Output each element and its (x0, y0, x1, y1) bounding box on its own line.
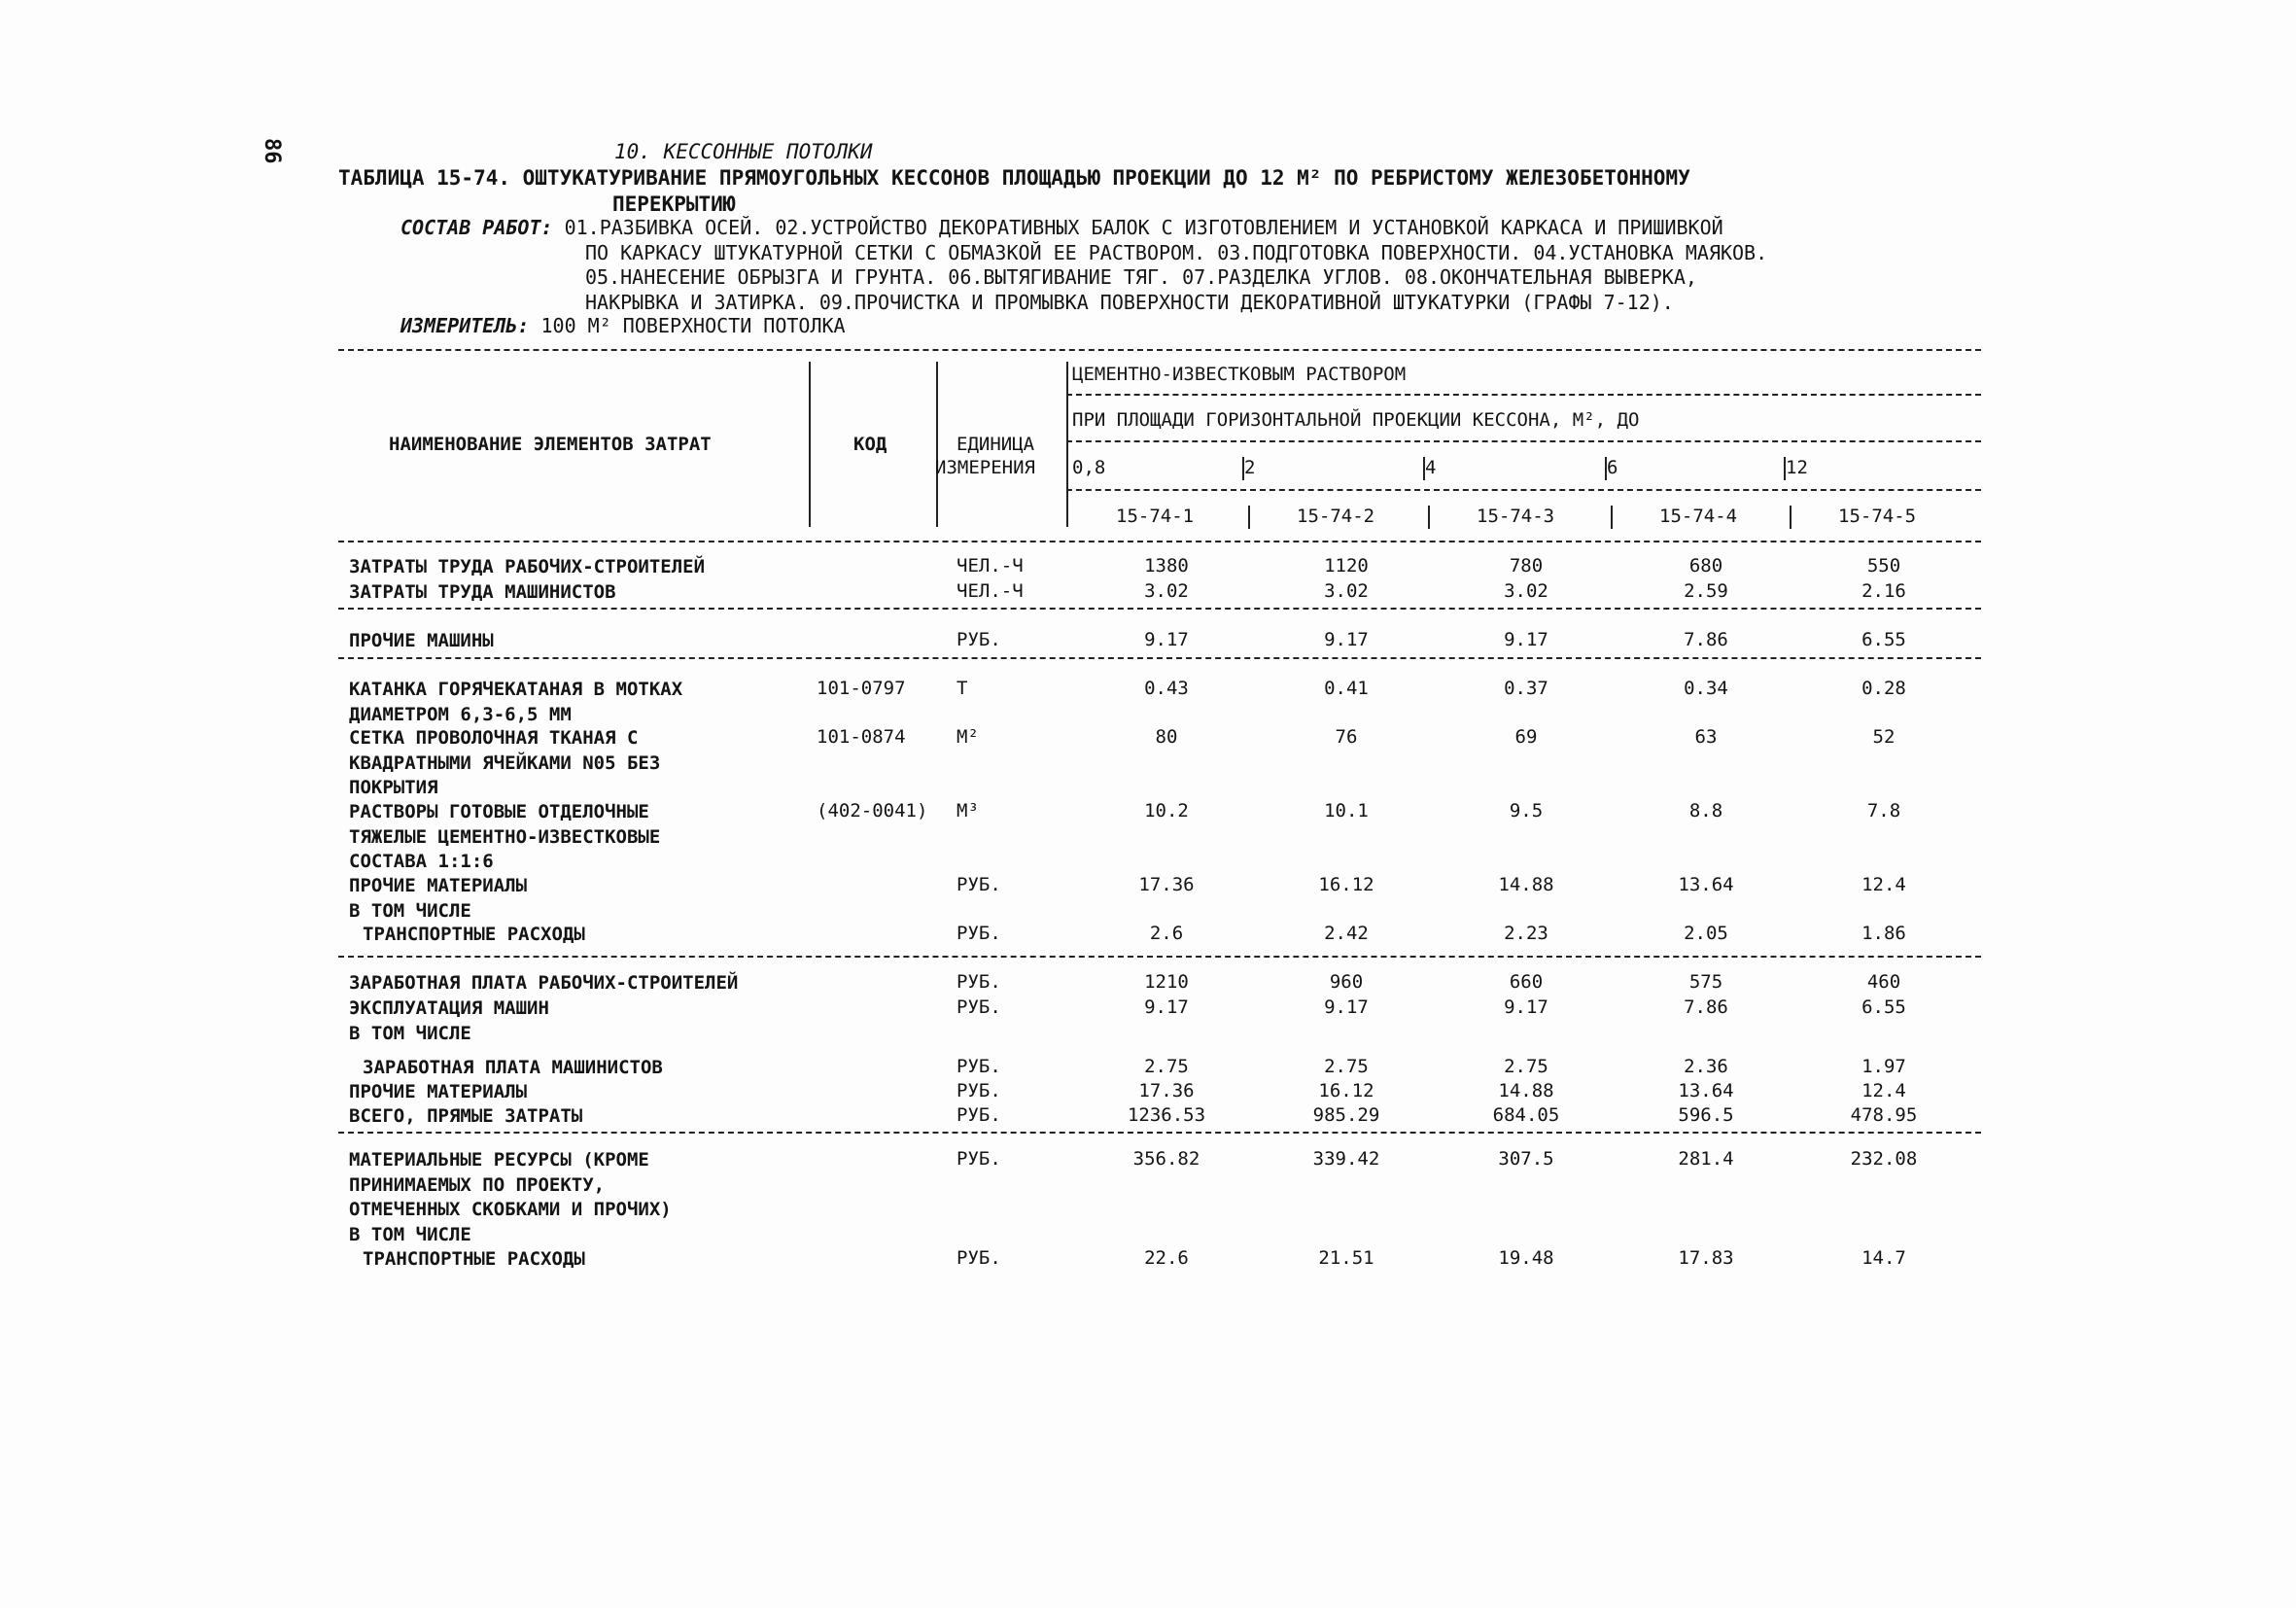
row-name-line: ЗАРАБОТНАЯ ПЛАТА РАБОЧИХ-СТРОИТЕЛЕЙ (349, 972, 739, 994)
header-code-1: 15-74-1 (1116, 506, 1195, 527)
row-value-col-3: 14.88 (1498, 874, 1554, 895)
row-name (349, 580, 816, 606)
row-value-col-3: 2.23 (1504, 923, 1548, 944)
row-name-line: СЕТКА ПРОВОЛОЧНАЯ ТКАНАЯ С (349, 727, 639, 749)
row-value-col-2: 960 (1329, 971, 1364, 993)
area-sep-3 (1605, 457, 1607, 480)
row-unit: РУБ. (957, 1247, 1001, 1269)
row-value-col-1: 1210 (1144, 971, 1189, 993)
row-value-col-2: 10.1 (1324, 800, 1369, 821)
row-unit: РУБ. (957, 629, 1001, 650)
row-value-col-3: 0.37 (1504, 678, 1548, 699)
row-value-col-2: 0.41 (1324, 678, 1369, 699)
row-value-col-3: 3.02 (1504, 580, 1548, 602)
header-code-5: 15-74-5 (1838, 506, 1917, 527)
row-name-line: ТЯЖЕЛЫЕ ЦЕМЕНТНО-ИЗВЕСТКОВЫЕ (349, 825, 661, 848)
row-value-col-4: 0.34 (1684, 678, 1728, 699)
row-value-col-2: 16.12 (1318, 1080, 1374, 1101)
area-sep-4 (1784, 457, 1786, 480)
row-value-col-4: 2.59 (1684, 580, 1728, 602)
work-label: СОСТАВ РАБОТ: (400, 216, 553, 239)
row-name-line: ПРОЧИЕ МАТЕРИАЛЫ (349, 1081, 528, 1102)
header-sub-rule-1 (1066, 394, 1981, 396)
row-value-col-5: 12.4 (1861, 874, 1906, 895)
measure-value: 100 М² ПОВЕРХНОСТИ ПОТОЛКА (540, 314, 846, 337)
row-name (349, 1247, 816, 1273)
row-value-col-4: 7.86 (1684, 996, 1728, 1018)
row-value-col-3: 69 (1514, 726, 1538, 748)
row-value-col-1: 0.43 (1144, 678, 1189, 699)
header-sub-rule-2 (1066, 440, 1981, 442)
row-value-col-4: 281.4 (1678, 1148, 1734, 1170)
row-name-line: ПРИНИМАЕМЫХ ПО ПРОЕКТУ, (349, 1173, 606, 1196)
header-area-4: 6 (1607, 457, 1618, 478)
row-unit: РУБ. (957, 1104, 1001, 1126)
row-unit: РУБ. (957, 1056, 1001, 1077)
row-unit: М² (957, 726, 979, 748)
row-value-col-2: 1120 (1324, 555, 1369, 577)
group-rule-3 (338, 956, 1981, 958)
row-value-col-4: 596.5 (1678, 1104, 1734, 1126)
row-value-col-1: 356.82 (1132, 1148, 1200, 1170)
row-unit: РУБ. (957, 1080, 1001, 1101)
row-name (349, 874, 816, 924)
row-name (349, 996, 816, 1046)
work-composition (400, 216, 1767, 315)
header-col-sep-2 (936, 362, 938, 527)
header-area-2: 2 (1244, 457, 1256, 478)
row-value-col-5: 550 (1866, 555, 1901, 577)
row-value-col-1: 9.17 (1144, 629, 1189, 650)
row-name-line: ОТМЕЧЕННЫХ СКОБКАМИ И ПРОЧИХ) (349, 1199, 672, 1220)
row-value-col-5: 6.55 (1861, 629, 1906, 650)
table-title (338, 165, 1816, 218)
row-name-line: В ТОМ ЧИСЛЕ (349, 1022, 471, 1044)
row-value-col-3: 684.05 (1492, 1104, 1560, 1126)
row-value-col-4: 8.8 (1688, 800, 1723, 821)
row-name-line: ПРОЧИЕ МАТЕРИАЛЫ (349, 875, 528, 896)
row-value-col-1: 17.36 (1138, 1080, 1195, 1101)
header-name: НАИМЕНОВАНИЕ ЭЛЕМЕНТОВ ЗАТРАТ (389, 434, 712, 455)
row-value-col-4: 680 (1688, 555, 1723, 577)
row-name-line: ЗАТРАТЫ ТРУДА МАШИНИСТОВ (349, 581, 616, 603)
row-value-col-5: 478.95 (1850, 1104, 1918, 1126)
row-value-col-3: 780 (1509, 555, 1544, 577)
row-name-line: ПОКРЫТИЯ (349, 777, 438, 798)
header-code-3: 15-74-3 (1477, 506, 1555, 527)
row-value-col-4: 575 (1688, 971, 1723, 993)
row-value-col-5: 12.4 (1861, 1080, 1906, 1101)
row-name (349, 678, 816, 727)
row-value-col-5: 232.08 (1850, 1148, 1918, 1170)
row-value-col-2: 339.42 (1312, 1148, 1380, 1170)
row-name (349, 1148, 816, 1247)
row-value-col-1: 10.2 (1144, 800, 1189, 821)
row-value-col-3: 9.5 (1509, 800, 1544, 821)
row-value-col-2: 2.42 (1324, 923, 1369, 944)
row-value-col-4: 13.64 (1678, 1080, 1734, 1101)
code-sep-1 (1248, 506, 1250, 529)
row-value-col-5: 2.16 (1861, 580, 1906, 602)
row-name-line: КВАДРАТНЫМИ ЯЧЕЙКАМИ N05 БЕЗ (349, 752, 661, 774)
header-area-3: 4 (1425, 457, 1437, 478)
section-heading: 10. КЕССОННЫЕ ПОТОЛКИ (614, 140, 873, 163)
header-code: КОД (853, 434, 887, 455)
row-unit: М³ (957, 800, 979, 821)
row-value-col-2: 9.17 (1324, 629, 1369, 650)
code-sep-2 (1428, 506, 1430, 529)
row-value-col-1: 80 (1155, 726, 1178, 748)
row-value-col-3: 307.5 (1498, 1148, 1554, 1170)
row-value-col-2: 2.75 (1324, 1056, 1369, 1077)
row-value-col-3: 660 (1509, 971, 1544, 993)
header-bottom-rule (338, 541, 1981, 542)
row-name (349, 1056, 816, 1081)
header-sub-rule-3 (1066, 489, 1981, 491)
row-name-line: ДИАМЕТРОМ 6,3-6,5 ММ (349, 703, 572, 725)
header-col-sep-1 (809, 362, 811, 527)
area-sep-1 (1242, 457, 1244, 480)
row-value-col-4: 7.86 (1684, 629, 1728, 650)
header-code-2: 15-74-2 (1297, 506, 1375, 527)
row-name-line: ВСЕГО, ПРЯМЫЕ ЗАТРАТЫ (349, 1105, 583, 1127)
row-value-col-5: 7.8 (1866, 800, 1901, 821)
header-top-rule (338, 349, 1981, 351)
row-name (349, 1104, 816, 1130)
row-unit: ЧЕЛ.-Ч (957, 555, 1024, 577)
row-value-col-1: 1236.53 (1127, 1104, 1206, 1126)
row-value-col-5: 6.55 (1861, 996, 1906, 1018)
row-name (349, 1080, 816, 1105)
row-value-col-2: 76 (1335, 726, 1358, 748)
header-group-2: ПРИ ПЛОЩАДИ ГОРИЗОНТАЛЬНОЙ ПРОЕКЦИИ КЕССОНА, М², ДО (1072, 409, 1640, 431)
row-name-line: КАТАНКА ГОРЯЧЕКАТАНАЯ В МОТКАХ (349, 679, 683, 700)
row-name-line: СОСТАВА 1:1:6 (349, 851, 494, 872)
row-name-line: ТРАНСПОРТНЫЕ РАСХОДЫ (363, 1248, 585, 1270)
row-value-col-2: 985.29 (1312, 1104, 1380, 1126)
row-value-col-1: 2.6 (1149, 923, 1184, 944)
row-name-line: ЭКСПЛУАТАЦИЯ МАШИН (349, 997, 549, 1019)
row-name (349, 923, 816, 948)
row-value-col-5: 14.7 (1861, 1247, 1906, 1269)
row-value-col-2: 3.02 (1324, 580, 1369, 602)
row-name-line: ТРАНСПОРТНЫЕ РАСХОДЫ (363, 924, 585, 945)
row-unit: РУБ. (957, 971, 1001, 993)
row-name (349, 800, 816, 875)
row-value-col-1: 22.6 (1144, 1247, 1189, 1269)
measure-unit (400, 314, 846, 337)
row-value-col-5: 1.97 (1861, 1056, 1906, 1077)
row-value-col-3: 2.75 (1504, 1056, 1548, 1077)
row-value-col-4: 63 (1694, 726, 1718, 748)
row-unit: ЧЕЛ.-Ч (957, 580, 1024, 602)
group-rule-1 (338, 608, 1981, 610)
header-code-4: 15-74-4 (1659, 506, 1738, 527)
group-rule-2 (338, 657, 1981, 659)
row-value-col-5: 0.28 (1861, 678, 1906, 699)
row-value-col-4: 17.83 (1678, 1247, 1734, 1269)
header-group-1: ЦЕМЕНТНО-ИЗВЕСТКОВЫМ РАСТВОРОМ (1072, 364, 1407, 385)
row-unit: РУБ. (957, 874, 1001, 895)
work-line-3: 05.НАНЕСЕНИЕ ОБРЫЗГА И ГРУНТА. 06.ВЫТЯГИВАНИЕ ТЯГ. 07.РАЗДЕЛКА УГЛОВ. 08.ОКОНЧАТЕЛЬНАЯ ВЫВЕРКА, (585, 265, 1697, 289)
row-value-col-4: 2.36 (1684, 1056, 1728, 1077)
row-value-col-1: 17.36 (1138, 874, 1195, 895)
row-value-col-1: 9.17 (1144, 996, 1189, 1018)
row-code: 101-0797 (817, 678, 906, 699)
row-unit: Т (957, 678, 968, 699)
row-value-col-3: 9.17 (1504, 629, 1548, 650)
row-value-col-2: 21.51 (1318, 1247, 1374, 1269)
code-sep-3 (1611, 506, 1613, 529)
row-name-line: ЗАРАБОТНАЯ ПЛАТА МАШИНИСТОВ (363, 1057, 663, 1078)
header-unit-2: ИЗМЕРЕНИЯ (935, 457, 1035, 478)
work-line-4: НАКРЫВКА И ЗАТИРКА. 09.ПРОЧИСТКА И ПРОМЫВКА ПОВЕРХНОСТИ ДЕКОРАТИВНОЙ ШТУКАТУРКИ (ГРАФЫ 7-12). (585, 290, 1674, 314)
row-name (349, 971, 816, 996)
row-unit: РУБ. (957, 996, 1001, 1018)
row-unit: РУБ. (957, 923, 1001, 944)
work-line-1: 01.РАЗБИВКА ОСЕЙ. 02.УСТРОЙСТВО ДЕКОРАТИВНЫХ БАЛОК С ИЗГОТОВЛЕНИЕМ И УСТАНОВКОЙ КАРКАСА И ПРИШИВКОЙ (564, 216, 1723, 239)
header-col-sep-3 (1066, 362, 1068, 527)
header-area-1: 0,8 (1072, 457, 1106, 478)
row-unit: РУБ. (957, 1148, 1001, 1170)
row-name (349, 726, 816, 801)
row-value-col-2: 9.17 (1324, 996, 1369, 1018)
measure-label: ИЗМЕРИТЕЛЬ: (400, 314, 530, 337)
row-value-col-1: 1380 (1144, 555, 1189, 577)
header-unit-1: ЕДИНИЦА (957, 434, 1035, 455)
row-name (349, 629, 816, 654)
page-number: 86 (260, 138, 284, 164)
row-value-col-3: 19.48 (1498, 1247, 1554, 1269)
row-value-col-4: 2.05 (1684, 923, 1728, 944)
table-title-line1: ТАБЛИЦА 15-74. ОШТУКАТУРИВАНИЕ ПРЯМОУГОЛЬНЫХ КЕССОНОВ ПЛОЩАДЬЮ ПРОЕКЦИИ ДО 12 М² ПО РЕБРИСТОМУ ЖЕЛЕЗОБЕТОННОМУ (338, 166, 1690, 190)
row-value-col-3: 9.17 (1504, 996, 1548, 1018)
row-name-line: В ТОМ ЧИСЛЕ (349, 899, 471, 922)
code-sep-4 (1790, 506, 1792, 529)
row-value-col-4: 13.64 (1678, 874, 1734, 895)
row-name (349, 555, 816, 580)
row-name-line: РАСТВОРЫ ГОТОВЫЕ ОТДЕЛОЧНЫЕ (349, 801, 649, 822)
row-value-col-1: 2.75 (1144, 1056, 1189, 1077)
table-title-line2: ПЕРЕКРЫТИЮ (612, 192, 736, 216)
row-code: (402-0041) (817, 800, 928, 821)
row-value-col-5: 52 (1872, 726, 1896, 748)
row-name-line: ПРОЧИЕ МАШИНЫ (349, 630, 494, 651)
work-line-2: ПО КАРКАСУ ШТУКАТУРНОЙ СЕТКИ С ОБМАЗКОЙ ЕЕ РАСТВОРОМ. 03.ПОДГОТОВКА ПОВЕРХНОСТИ. 04.УСТАНОВКА МАЯКОВ. (585, 240, 1768, 264)
row-code: 101-0874 (817, 726, 906, 748)
row-value-col-1: 3.02 (1144, 580, 1189, 602)
area-sep-2 (1423, 457, 1425, 480)
header-area-5: 12 (1786, 457, 1808, 478)
row-name-line: МАТЕРИАЛЬНЫЕ РЕСУРСЫ (КРОМЕ (349, 1149, 649, 1171)
row-value-col-5: 460 (1866, 971, 1901, 993)
group-rule-4 (338, 1132, 1981, 1134)
row-name-line: В ТОМ ЧИСЛЕ (349, 1223, 471, 1245)
row-value-col-3: 14.88 (1498, 1080, 1554, 1101)
row-value-col-2: 16.12 (1318, 874, 1374, 895)
row-name-line: ЗАТРАТЫ ТРУДА РАБОЧИХ-СТРОИТЕЛЕЙ (349, 556, 706, 577)
row-value-col-5: 1.86 (1861, 923, 1906, 944)
